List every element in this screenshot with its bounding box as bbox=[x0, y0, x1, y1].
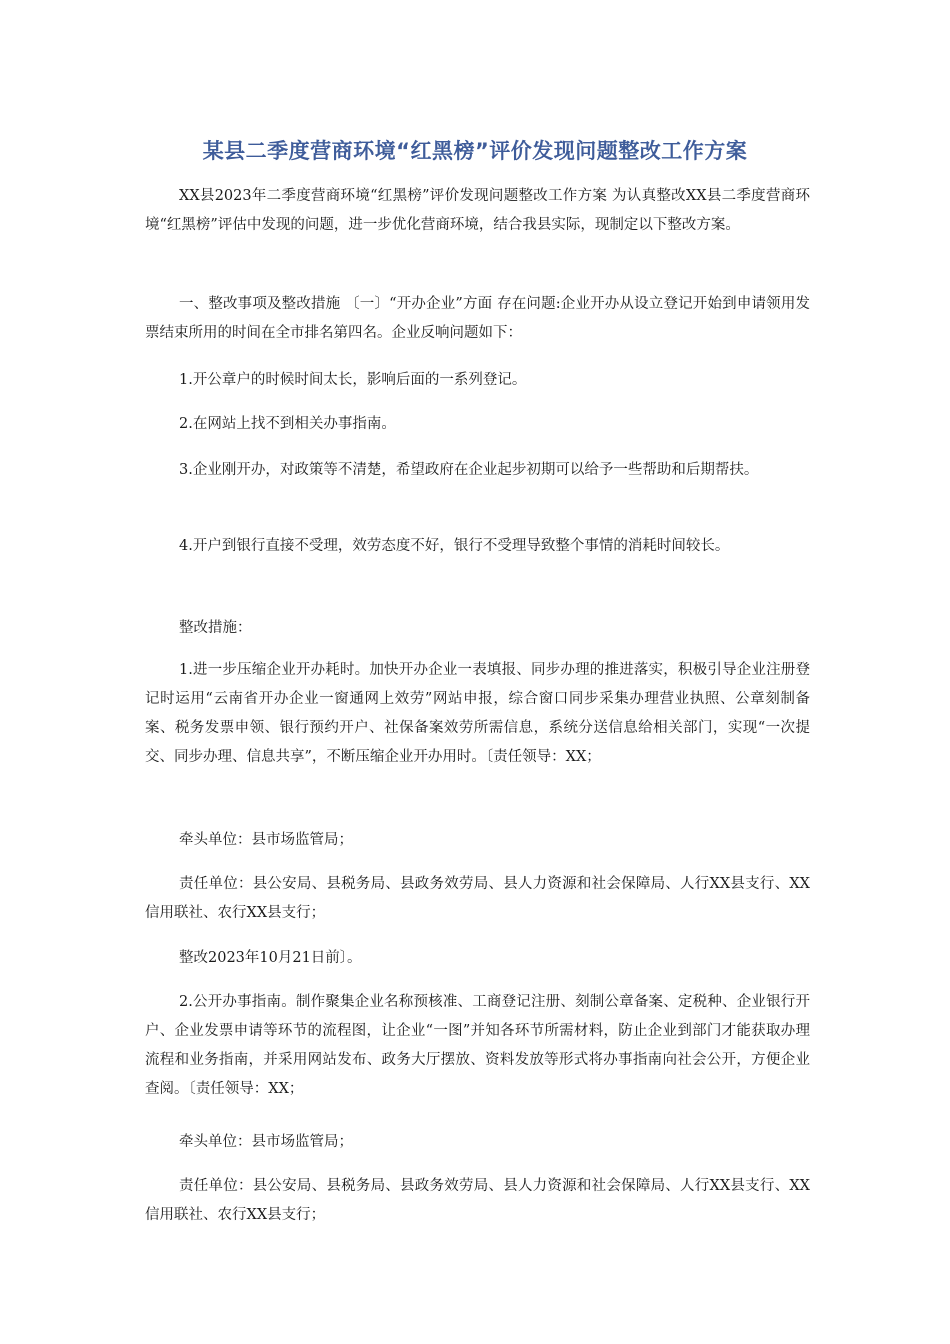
paragraph-issue-1: 1.开公章户的时候时间太长，影响后面的一系列登记。 bbox=[179, 372, 527, 388]
paragraph-intro: XX县2023年二季度营商环境“红黑榜”评价发现问题整改工作方案 为认真整改XX县二季度营商环境“红黑榜”评估中发现的问题，进一步优化营商环境，结合我县实际，现制定以下整改方案。 bbox=[145, 188, 810, 233]
paragraph-measures-heading: 整改措施： bbox=[179, 620, 252, 636]
paragraph-lead-unit-1: 牵头单位：县市场监管局； bbox=[179, 832, 353, 848]
paragraph-issue-4: 4.开户到银行直接不受理，效劳态度不好，银行不受理导致整个事情的消耗时间较长。 bbox=[179, 538, 730, 554]
paragraph-deadline-1: 整改2023年10月21日前〕。 bbox=[179, 950, 362, 966]
paragraph-lead-unit-2: 牵头单位：县市场监管局； bbox=[179, 1134, 353, 1150]
paragraph-responsible-units-2: 责任单位：县公安局、县税务局、县政务效劳局、县人力资源和社会保障局、人行XX县支行、XX信用联社、农行XX县支行； bbox=[145, 1178, 810, 1223]
paragraph-section-one: 一、整改事项及整改措施 〔一〕“开办企业”方面 存在问题:企业开办从设立登记开始到申请领用发票结束所用的时间在全市排名第四名。企业反响问题如下： bbox=[145, 296, 810, 341]
paragraph-issue-3: 3.企业刚开办，对政策等不清楚，希望政府在企业起步初期可以给予一些帮助和后期帮扶。 bbox=[179, 462, 759, 478]
paragraph-measure-2: 2.公开办事指南。制作聚集企业名称预核准、工商登记注册、刻制公章备案、定税种、企业银行开户、企业发票申请等环节的流程图，让企业“一图”并知各环节所需材料，防止企业到部门才能获取办理流程和业务指南，并采用网站发布、政务大厅摆放、资料发放等形式将办事指南向社会公开，方便企业查阅。〔责任领导：XX； bbox=[145, 994, 810, 1097]
paragraph-issue-2: 2.在网站上找不到相关办事指南。 bbox=[179, 416, 396, 432]
document-title: 某县二季度营商环境“红黑榜”评价发现问题整改工作方案 bbox=[202, 139, 748, 163]
paragraph-responsible-units-1: 责任单位：县公安局、县税务局、县政务效劳局、县人力资源和社会保障局、人行XX县支行、XX信用联社、农行XX县支行； bbox=[145, 876, 810, 921]
paragraph-measure-1: 1.进一步压缩企业开办耗时。加快开办企业一表填报、同步办理的推进落实，积极引导企业注册登记时运用“云南省开办企业一窗通网上效劳”网站申报，综合窗口同步采集办理营业执照、公章刻制备案、税务发票申领、银行预约开户、社保备案效劳所需信息，系统分送信息给相关部门，实现“一次提交、同步办理、信息共享”，不断压缩企业开办用时。〔责任领导：XX； bbox=[145, 662, 810, 765]
